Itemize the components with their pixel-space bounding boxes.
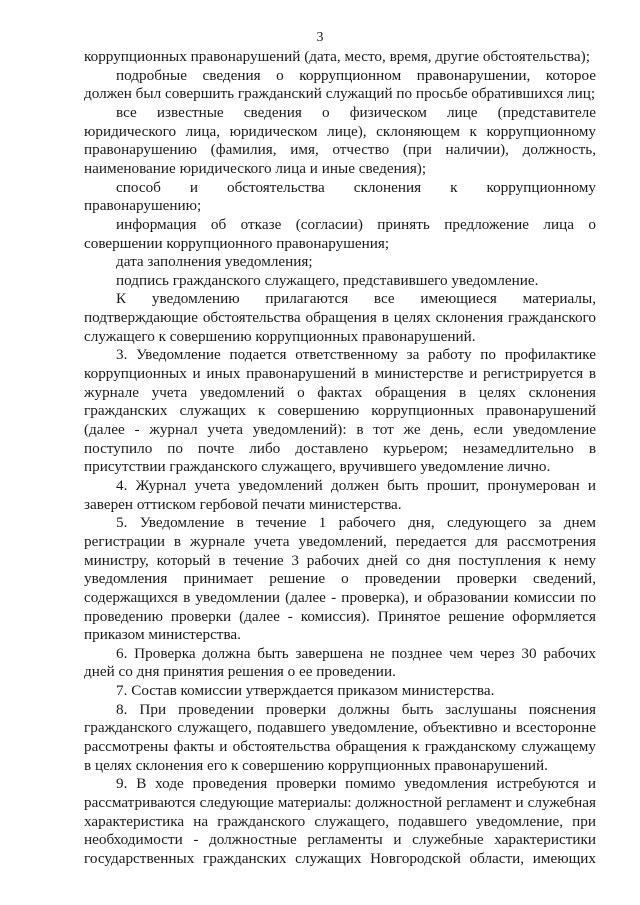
text-line: (далее - журнал учета уведомлений): в тот же день, если уведомление bbox=[84, 421, 596, 438]
text-line: 5. Уведомление в течение 1 рабочего дня, следующего за днем bbox=[116, 514, 596, 532]
text-line: регистрации в журнале учета уведомлений, передается для рассмотрения bbox=[84, 532, 596, 550]
text-line: характеристика на гражданского служащего, подавшего уведомление, при bbox=[84, 812, 596, 830]
text-line: 9. В ходе проведения проверки помимо уведомления истребуются и bbox=[116, 775, 596, 793]
text-line: правонарушению; bbox=[84, 197, 202, 215]
text-line: проведению проверки (далее - комиссия). Принятое решение оформляется bbox=[84, 607, 596, 625]
text-line: подробные сведения о коррупционном правонарушении, которое bbox=[116, 66, 596, 84]
text-line: К уведомлению прилагаются все имеющиеся материалы, bbox=[116, 290, 596, 308]
text-line: содержащихся в уведомлении (далее - проверка), и образовании комиссии по bbox=[84, 588, 596, 606]
text-line: необходимости - должностные регламенты и служебные характеристики bbox=[84, 831, 596, 849]
text-line: присутствии гражданского служащего, вручившего уведомление лично. bbox=[84, 458, 551, 476]
text-line: совершении коррупционного правонарушения; bbox=[84, 234, 390, 252]
text-line: рассмотрены факты и обстоятельства обращения к гражданскому служащему bbox=[84, 738, 596, 755]
text-line: информация об отказе (согласии) принять предложение лица о bbox=[116, 215, 596, 233]
text-line: журнале учета уведомлений о фактах обращения в целях склонения bbox=[84, 383, 596, 401]
text-line: коррупционных правонарушений (дата, место, время, другие обстоятельства); bbox=[84, 48, 590, 65]
text-line: гражданского служащего, подавшего уведомление, объективно и всесторонне bbox=[84, 719, 596, 737]
text-line: поступило по почте либо доставлено курьером; незамедлительно в bbox=[84, 439, 596, 457]
text-line: заверен оттиском гербовой печати министерства. bbox=[84, 495, 402, 513]
page-number: 3 bbox=[316, 30, 324, 45]
text-line: 8. При проведении проверки должны быть заслушаны пояснения bbox=[116, 700, 596, 718]
text-line: в целях склонения его к совершению коррупционных правонарушений. bbox=[84, 756, 548, 774]
text-line: наименование юридического лица и иные сведения); bbox=[84, 159, 427, 177]
text-line: подтверждающие обстоятельства обращения в целях склонения гражданского bbox=[84, 309, 596, 327]
text-line: гражданских служащих к совершению коррупционных правонарушений bbox=[84, 402, 596, 420]
text-line: дней со дня принятия решения о ее проведении. bbox=[84, 663, 396, 681]
text-line: рассматриваются следующие материалы: должностной регламент и служебная bbox=[84, 794, 596, 811]
text-line: 4. Журнал учета уведомлений должен быть прошит, пронумерован и bbox=[116, 476, 596, 494]
text-line: юридического лица, юридическом лице), склоняющем к коррупционному bbox=[84, 122, 596, 140]
text-line: 6. Проверка должна быть завершена не позднее чем через 30 рабочих bbox=[116, 644, 596, 662]
text-line: дата заполнения уведомления; bbox=[116, 253, 313, 271]
text-line: все известные сведения о физическом лице (представителе bbox=[116, 103, 596, 121]
text-line: способ и обстоятельства склонения к коррупционному bbox=[116, 178, 596, 196]
text-line: коррупционных и иных правонарушений в министерстве и регистрируется в bbox=[84, 365, 596, 382]
text-line: подпись гражданского служащего, представившего уведомление. bbox=[116, 271, 539, 289]
text-line: правонарушению (фамилия, имя, отчество (при наличии), должность, bbox=[84, 141, 596, 159]
text-line: должен был совершить гражданский служащий по просьбе обратившихся лиц; bbox=[84, 85, 596, 103]
text-line: 3. Уведомление подается ответственному за работу по профилактике bbox=[116, 346, 596, 364]
text-line: государственных гражданских служащих Новгородской области, имеющих bbox=[84, 849, 596, 867]
text-line: служащего к совершению коррупционных правонарушений. bbox=[84, 327, 476, 345]
text-line: приказом министерства. bbox=[84, 626, 241, 644]
text-line: 7. Состав комиссии утверждается приказом министерства. bbox=[116, 682, 495, 700]
text-line: министру, который в течение 3 рабочих дней со дня поступления к нему bbox=[84, 551, 596, 569]
text-line: уведомления принимает решение о проведении проверки сведений, bbox=[84, 570, 596, 588]
